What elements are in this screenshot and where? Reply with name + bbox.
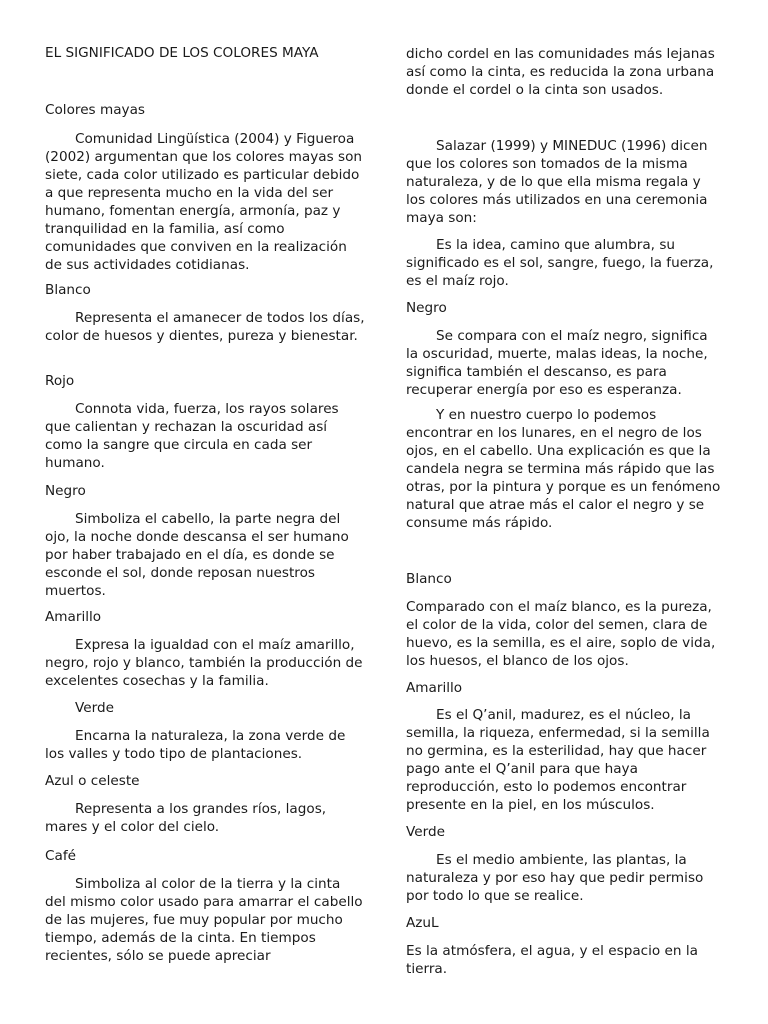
rojo-paragraph: Connota vida, fuerza, los rayos solares que calientan y rechazan la oscuridad así como la sangre que circula en cada ser humano. [45,401,339,471]
amarillo-heading: Amarillo [45,609,102,625]
blanco-heading: Blanco [45,282,91,298]
negro-paragraph-1: Se compara con el maíz negro, significa la oscuridad, muerte, malas ideas, la noche, significa también el descanso, es para recuperar energía por eso es esperanza. [406,328,708,398]
section-title: Colores mayas [45,102,145,118]
blanco-paragraph: Representa el amanecer de todos los días, color de huesos y dientes, pureza y bienestar. [45,310,365,344]
azul-heading: Azul o celeste [45,773,140,789]
verde-paragraph: Es el medio ambiente, las plantas, la naturaleza y por eso hay que pedir permiso por todo lo que se realice. [406,852,704,904]
continuation-paragraph: dicho cordel en las comunidades más lejanas así como la cinta, es reducida la zona urbana donde el cordel o la cinta son usados. [406,46,715,98]
salazar-paragraph: Salazar (1999) y MINEDUC (1996) dicen que los colores son tomados de la misma naturaleza, y de lo que ella misma regala y los colores más utilizados en una ceremonia maya son: [406,138,708,226]
cafe-paragraph: Simboliza al color de la tierra y la cinta del mismo color usado para amarrar el cabello de las mujeres, fue muy popular por mucho tiempo, además de la cinta. En tiempos recientes, sólo se puede apreciar [45,876,363,964]
amarillo-heading: Amarillo [406,680,463,696]
negro-paragraph-2: Y en nuestro cuerpo lo podemos encontrar en los lunares, en el negro de los ojos, en el cabello. Una explicación es que la candela negra se termina más rápido que las otras, por la pintura y porque es un fenómeno natural que atrae más el calor el negro y se consume más rápido. [406,407,721,531]
verde-heading: Verde [75,700,114,716]
verde-paragraph: Encarna la naturaleza, la zona verde de los valles y todo tipo de plantaciones. [45,728,346,762]
rojo-heading: Rojo [45,373,75,389]
azul-paragraph: Representa a los grandes ríos, lagos, mares y el color del cielo. [45,801,327,835]
idea-paragraph: Es la idea, camino que alumbra, su significado es el sol, sangre, fuego, la fuerza, es el maíz rojo. [406,237,714,289]
negro-heading: Negro [406,300,447,316]
intro-paragraph: Comunidad Lingüística (2004) y Figueroa (2002) argumentan que los colores mayas son siete, cada color utilizado es particular debido a que representa mucho en la vida del ser humano, fomentan energía, armonía, paz y tranquilidad en la familia, así como comunidades que conviven en la realización de sus actividades cotidianas. [45,131,362,273]
negro-paragraph: Simboliza el cabello, la parte negra del ojo, la noche donde descansa el ser humano por haber trabajado en el día, es donde se esconde el sol, donde reposan nuestros muertos. [45,511,349,599]
azul-paragraph: Es la atmósfera, el agua, y el espacio en la tierra. [406,943,698,977]
blanco-paragraph: Comparado con el maíz blanco, es la pureza, el color de la vida, color del semen, clara de huevo, es la semilla, es el aire, soplo de vida, los huesos, el blanco de los ojos. [406,599,716,669]
blanco-heading: Blanco [406,571,452,587]
document-title: EL SIGNIFICADO DE LOS COLORES MAYA [45,45,319,61]
amarillo-paragraph: Expresa la igualdad con el maíz amarillo, negro, rojo y blanco, también la producción de excelentes cosechas y la familia. [45,637,363,689]
verde-heading: Verde [406,824,445,840]
cafe-heading: Café [45,848,76,864]
azul-heading: AzuL [406,915,439,931]
amarillo-paragraph: Es el Q’anil, madurez, es el núcleo, la semilla, la riqueza, enfermedad, si la semilla no germina, es la esterilidad, hay que hacer pago ante el Q’anil para que haya reproducción, esto lo podemos encontrar presente en la piel, en los músculos. [406,707,710,813]
negro-heading: Negro [45,483,86,499]
